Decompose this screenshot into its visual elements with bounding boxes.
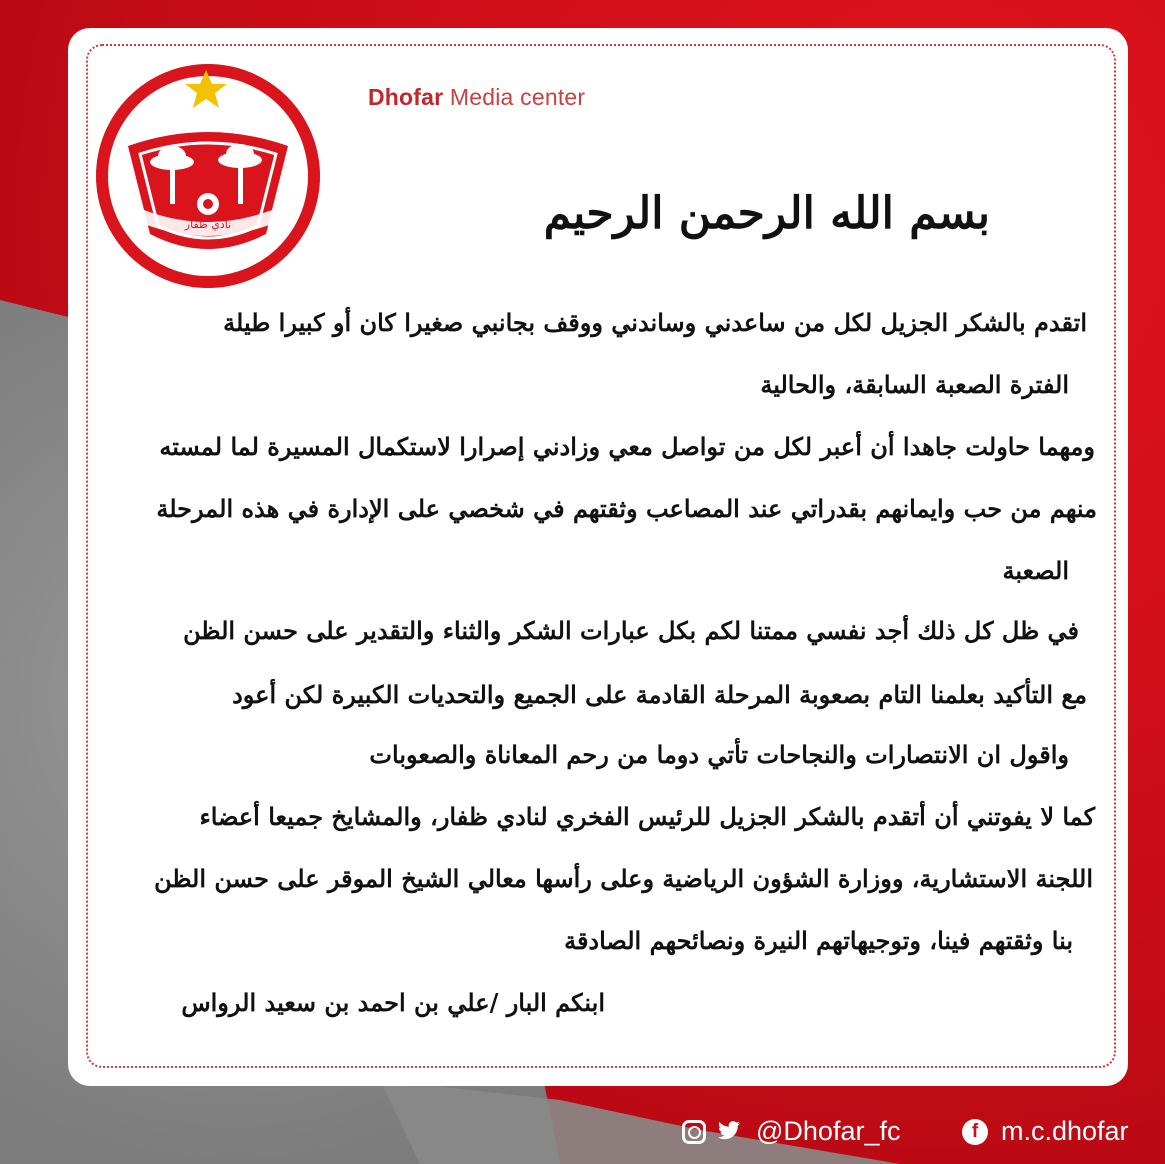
signature-line: ابنكم البار /علي بن احمد بن سعيد الرواس: [181, 988, 605, 1017]
letter-line: في ظل كل ذلك أجد نفسي ممتنا لكم بكل عبارات الشكر والثناء والتقدير على حسن الظن: [183, 616, 1079, 645]
dhofar-club-crest-icon: [88, 58, 332, 290]
facebook-handle[interactable]: m.c.dhofar: [1001, 1116, 1129, 1146]
facebook-icon[interactable]: f: [962, 1119, 988, 1145]
letter-line: بنا وثقتهم فينا، وتوجيهاتهم النيرة ونصائحهم الصادقة: [564, 926, 1073, 955]
brand-name: Dhofar: [368, 84, 444, 110]
letter-line: الفترة الصعبة السابقة، والحالية: [760, 370, 1069, 399]
letter-line: الصعبة: [1002, 556, 1069, 585]
letter-line: اتقدم بالشكر الجزيل لكل من ساعدني وساندني ووقف بجانبي صغيرا كان أو كبيرا طيلة: [223, 308, 1087, 337]
svg-text:نادي ظفار: نادي ظفار: [184, 218, 232, 231]
letter-line: كما لا يفوتني أن أتقدم بالشكر الجزيل للرئيس الفخري لنادي ظفار، والمشايخ جميعا أعضاء: [199, 802, 1095, 831]
letter-line: منهم من حب وايمانهم بقدراتي عند المصاعب وثقتهم في شخصي على الإدارة في هذه المرحلة: [156, 494, 1097, 523]
letter-line: مع التأكيد بعلمنا التام بصعوبة المرحلة القادمة على الجميع والتحديات الكبيرة لكن أعود: [232, 680, 1087, 709]
brand-title: [368, 84, 585, 111]
letter-line: ومهما حاولت جاهدا أن أعبر لكل من تواصل معي وزادني إصرارا لاستكمال المسيرة لما لمسته: [159, 432, 1095, 461]
social-footer: [0, 1108, 1165, 1164]
letter-line: اللجنة الاستشارية، ووزارة الشؤون الرياضية وعلى رأسها معالي الشيخ الموقر على حسن الظن: [154, 864, 1093, 893]
basmala-heading: بسم الله الرحمن الرحيم: [543, 188, 990, 239]
brand-subtitle: Media center: [449, 84, 586, 110]
letter-line: واقول ان الانتصارات والنجاحات تأتي دوما من رحم المعاناة والصعوبات: [369, 740, 1069, 769]
twitter-icon[interactable]: [716, 1118, 742, 1144]
instagram-icon[interactable]: [682, 1120, 706, 1144]
twitter-handle[interactable]: @Dhofar_fc: [756, 1116, 901, 1146]
